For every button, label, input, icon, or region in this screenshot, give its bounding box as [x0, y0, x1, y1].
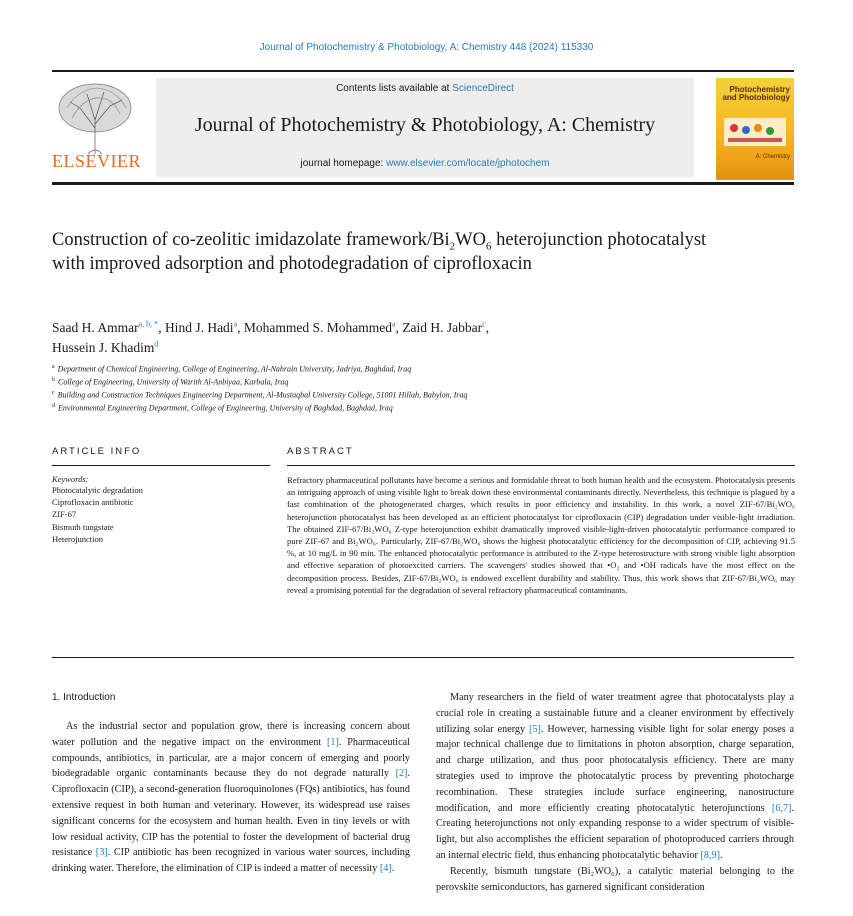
title-subscript: 2: [449, 240, 456, 253]
author-affiliation-marker[interactable]: a: [392, 319, 396, 329]
affiliation-label: b: [52, 377, 55, 384]
abstract-bottom-divider: [52, 657, 794, 658]
author-name[interactable]: Hind J. Hadi: [164, 320, 234, 335]
homepage-prefix: journal homepage:: [300, 158, 387, 169]
affiliation-text: Department of Chemical Engineering, College of Engineering, Al-Nahrain University, Jadriya, Baghdad, Iraq: [57, 364, 412, 374]
article-info-heading: ARTICLE INFO: [52, 446, 142, 457]
author-separator: ,: [237, 320, 244, 335]
paragraph-text: .: [391, 863, 395, 875]
citation-link[interactable]: [1]: [326, 736, 339, 748]
abstract-panel: [287, 446, 795, 596]
journal-header: [52, 70, 794, 185]
cover-title: Photochemistry and Photobiology: [722, 85, 790, 103]
author-affiliation-marker[interactable]: d: [154, 339, 159, 349]
affiliation-label: a: [52, 364, 55, 370]
author-name[interactable]: Zaid H. Jabbar: [402, 320, 483, 335]
paragraph-text: . Pharmaceutical compounds, antibiotics, in particular, are a major concern of emerging and poorly biodegradable organic contaminants because they do not degrade naturally: [52, 736, 410, 780]
keyword: Bismuth tungstate: [52, 521, 114, 532]
paragraph: [436, 864, 794, 896]
affiliation-text: Environmental Engineering Department, College of Engineering, University of Baghdad, Baghdad, Iraq: [58, 404, 393, 414]
affiliation-item: [52, 401, 672, 414]
keyword: Ciprofloxacin antibiotic: [52, 497, 134, 508]
affiliation-text: College of Engineering, University of Warith Al-Anbiyaa, Karbala, Iraq: [58, 377, 289, 387]
body-column-left: [52, 719, 410, 877]
author-list: [52, 318, 772, 358]
paragraph-text: . Creating heterojunctions not only expanding response to a wider spectrum of visible-light, but also accomplishes the efficient separation of photoproduced carriers through an internal electric field, thus enhancing photocatalytic behavior: [436, 802, 794, 861]
keyword: Heterojunction: [52, 533, 103, 544]
divider: [52, 465, 270, 466]
title-part: heterojunction photocatalyst with improved adsorption and photodegradation of ciprofloxacin: [52, 230, 707, 274]
divider: [287, 465, 795, 466]
citation-link[interactable]: [5]: [529, 723, 541, 735]
author-separator: ,: [158, 320, 165, 335]
journal-citation-line[interactable]: Journal of Photochemistry & Photobiology, A: Chemistry 448 (2024) 115330: [259, 42, 594, 53]
paragraph-text: . However, harnessing visible light for solar energy poses a major technical challenge due to limitations in photon absorption, charge separation, and charge utilization, and thus poor photocatalysis efficiency. There are many strategies used to improve the photocatalytic process by preventing photocharge recombination. These strategies include surface engineering, nanostructure modification, and more efficiently creating photocatalytic heterojunctions: [436, 723, 794, 814]
author[interactable]: [52, 320, 165, 335]
author[interactable]: [244, 320, 402, 335]
paragraph: [436, 690, 794, 864]
author-affiliation-marker[interactable]: a, b, *: [138, 319, 159, 329]
author-separator: ,: [485, 320, 490, 335]
citation-link[interactable]: [4]: [379, 863, 392, 875]
paragraph-text: . Ciprofloxacin (CIP), a second-generation fluoroquinolones (FQs) antibiotics, has found extensive request in both human and veterinary. However, its widespread use raises significant concerns for the ecosystem and human health. Even in tiny levels or with low residual activity, CIP has the potential to foster the development of bacterial drug resistance: [52, 768, 410, 859]
cover-subtitle: A: Chemistry: [755, 154, 790, 160]
title-part: Construction of co-zeolitic imidazolate framework/Bi: [52, 230, 450, 250]
abstract-heading: ABSTRACT: [287, 446, 354, 457]
elsevier-logo[interactable]: [52, 78, 141, 180]
affiliation-label: c: [52, 390, 55, 397]
affiliation-label: d: [52, 403, 55, 410]
affiliation-list: [52, 362, 672, 415]
affiliation-text: Building and Construction Techniques Engineering Department, Al-Mustaqbal University College, 51001 Hillah, Babylon, Iraq: [57, 390, 468, 400]
abstract-text: Refractory pharmaceutical pollutants have become a serious and formidable threat to both human health and the ecosystem. Photocatalysis presents an intriguing approach of using visible light to break down these environmental contaminants directly. Nevertheless, this technique is plagued by a fast combination of the photogenerated charges, which results in poor efficiency and instability. In this work, a novel ZIF-67/Bi₂WO₆ heterojunction photocatalyst has been developed as an efficient photocatalyst for ciprofloxacin (CIP) degradation under visible-light irradiation. The obtained ZIF-67/Bi₂WO₆ Z-type heterojunction exhibit dramatically improved visible-light-driven photocatalytic performance compared to pure ZIF-67 and Bi₂WO₆. Particularly, ZIF-67/Bi₂WO₆ shows the highest photocatalytic efficiency for the decomposition of CIP, achieving 91.5 %, at 10 mg/L in 90 min. The enhanced photocatalytic performance is attributed to the Z-type heterostructure with strong visible light absorption and effective separation of photoexcited carriers. The scavengers' studies showed that •O₂ and •OH radicals have the most effect on the decomposition process. Besides, ZIF-67/Bi₂WO₆ is endowed excellent durability and stability. Thus, this work shows that ZIF-67/Bi₂WO₆ may reveal a promising potential for the degradation of several refractory pharmaceutical contaminants.: [287, 475, 795, 595]
author-affiliation-marker[interactable]: a: [233, 319, 238, 329]
introduction-heading: 1. Introduction: [52, 692, 116, 703]
author-affiliation-marker[interactable]: c: [482, 319, 486, 329]
title-subscript: 6: [485, 240, 492, 253]
homepage-line: [156, 158, 694, 169]
affiliation-item: [52, 375, 672, 388]
affiliation-item: [52, 362, 672, 375]
keywords-label: Keywords:: [52, 474, 89, 484]
paragraph-text: . CIP antibiotic has been recognized in various water sources, including drinking water. Therefore, the elimination of CIP is indeed a matter of necessity: [52, 847, 410, 875]
author[interactable]: [165, 320, 244, 335]
author-name[interactable]: Mohammed S. Mohammed: [243, 320, 392, 335]
paragraph-text: As the industrial sector and population grow, there is increasing concern about water pollution and the negative impact on the environment: [52, 721, 410, 748]
article-info-panel: [52, 446, 270, 545]
citation-link[interactable]: [8,9]: [700, 849, 721, 861]
citation-link[interactable]: [6,7]: [771, 802, 792, 814]
citation-link[interactable]: [2]: [395, 768, 408, 780]
journal-banner: [156, 78, 694, 177]
article-title: [52, 228, 712, 276]
title-part: WO: [455, 230, 486, 250]
contents-prefix: Contents lists available at: [336, 83, 453, 94]
paragraph-text: Many researchers in the field of water treatment agree that photocatalysts play a crucial role in creating a sustainable future and a cleaner environment by effectively utilizing solar energy: [436, 692, 794, 735]
author-name[interactable]: Hussein J. Khadim: [52, 340, 155, 355]
author[interactable]: [52, 340, 158, 355]
paragraph-text: Recently, bismuth tungstate (Bi₂WO₆), a catalytic material belonging to the perovskite semiconductors, has garnered significant consideration: [436, 865, 794, 893]
journal-title: Journal of Photochemistry & Photobiology, A: Chemistry: [194, 114, 656, 136]
author-separator: ,: [395, 320, 403, 335]
paragraph-text: .: [720, 849, 723, 861]
affiliation-item: [52, 388, 672, 401]
paragraph: [52, 719, 410, 877]
cover-artwork-icon: [724, 118, 786, 146]
journal-cover-thumbnail[interactable]: [716, 78, 794, 180]
elsevier-wordmark: ELSEVIER: [52, 151, 141, 171]
sciencedirect-link[interactable]: ScienceDirect: [452, 83, 514, 94]
author-name[interactable]: Saad H. Ammar: [52, 320, 139, 335]
elsevier-tree-icon: [52, 78, 138, 156]
author[interactable]: [402, 320, 489, 335]
keyword: ZIF-67: [52, 509, 77, 520]
citation-link[interactable]: [3]: [95, 847, 108, 859]
journal-homepage-link[interactable]: www.elsevier.com/locate/jphotochem: [386, 158, 550, 169]
keyword: Photocatalytic degradation: [52, 485, 143, 495]
body-column-right: [436, 690, 794, 895]
contents-line: [156, 83, 694, 94]
